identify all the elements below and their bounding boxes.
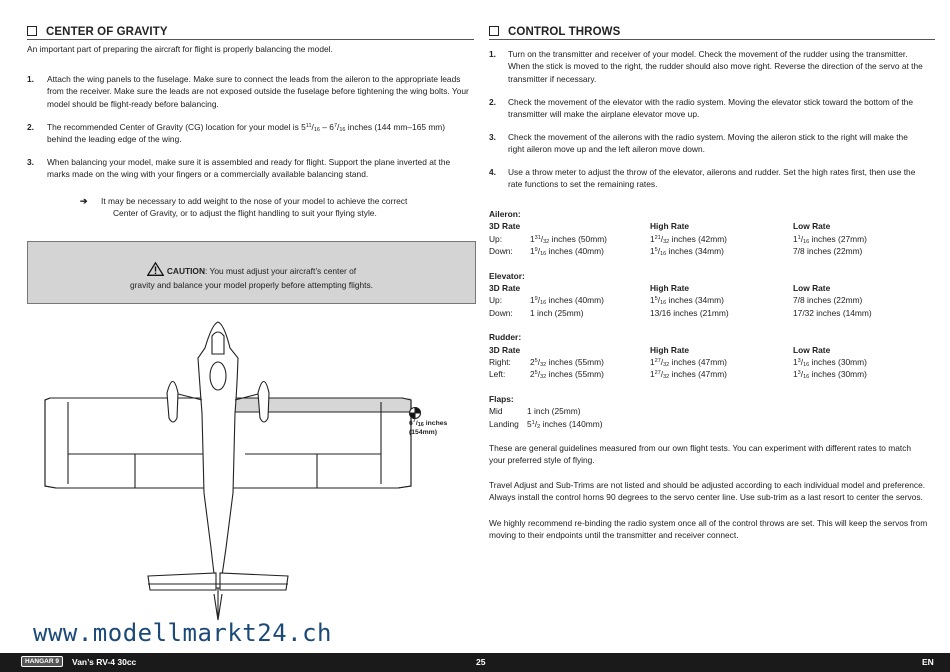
rate-header-row: 3D Rate High Rate Low Rate: [489, 221, 831, 232]
warning-triangle-icon: [147, 262, 164, 279]
throw-step-3: 3. Check the movement of the ailerons with the radio system. Moving the aileron stick to the right will make the right aileron move up and the left aileron move down.: [489, 132, 908, 155]
checkbox-icon: [489, 26, 499, 36]
throw-step-1: 1. Turn on the transmitter and receiver of your model. Check the movement of the rudder using the transmitter. When the stick is moved to the right, the rudder should also move right. Reverse the direction of the servo at the transmitter if necessary.: [489, 49, 923, 84]
model-name: Van’s RV-4 30cc: [72, 657, 137, 667]
throw-step-2: 2. Check the movement of the elevator with the radio system. Moving the elevator stick toward the bottom of the transmitter will make the airplane elevator move up.: [489, 97, 913, 120]
throw-step-4: 4. Use a throw meter to adjust the throw of the elevator, ailerons and rudder. Set the high rates first, then use the rate functions to set the remaining rates.: [489, 167, 916, 190]
elevator-down-row: Down: 1 inch (25mm) 13/16 inches (21mm) 17/32 inches (14mm): [489, 307, 872, 318]
travel-adjust-paragraph: Travel Adjust and Sub-Trims are not listed and should be adjusted according to each individual model and preference. Always install the control horns 90 degrees to the servo center line. Use sub-trim as a last resort to center the servos.: [489, 480, 926, 503]
flaps-landing-row: Landing $5^1/_2$ inches (140mm): [489, 418, 603, 430]
heading-rule: [489, 39, 935, 40]
weight-note: ➔ It may be necessary to add weight to the nose of your model to achieve the correct Center of Gravity, or to adjust the flight handling to suit your flying style.: [80, 196, 408, 219]
language-code: EN: [922, 657, 934, 667]
caution-box: CAUTION: You must adjust your aircraft’s center of gravity and balance your model properly before attempting flights.: [27, 241, 476, 304]
rate-header-row: 3D Rate High Rate Low Rate: [489, 282, 831, 293]
cg-location-line: The recommended Center of Gravity (CG) location for your model is $5^{11}/_{16} - 6^7/_{16}$ inches (144 mm–165 mm): [47, 122, 446, 133]
aileron-down-row: Down: $1^9/_{16}$ inches (40mm) $1^5/_{16}$ inches (34mm) 7/8 inches (22mm): [489, 246, 863, 258]
guidelines-paragraph: These are general guidelines measured from our own flight tests. You can experiment with different rates to match your preferred style of flying.: [489, 443, 912, 466]
center-of-gravity-heading: CENTER OF GRAVITY: [27, 26, 168, 38]
cg-step-3: 3. When balancing your model, make sure it is assembled and ready for flight. Support the plane inverted at the marks made on the wing with your fingers or a commercially available balancing stand.: [27, 157, 451, 180]
intro-text: An important part of preparing the aircraft for flight is properly balancing the model.: [27, 44, 333, 54]
watermark: www.modellmarkt24.ch: [33, 619, 332, 647]
cg-step-2: 2. The recommended Center of Gravity (CG) location for your model is $5^{11}/_{16} - 6^7/_{16}$ inches (144 mm–165 mm) behind the leading edge of the wing.: [27, 121, 477, 146]
elevator-up-row: Up: $1^9/_{16}$ inches (40mm) $1^5/_{16}$ inches (34mm) 7/8 inches (22mm): [489, 295, 863, 307]
aileron-section: Aileron: 3D Rate High Rate Low Rate Up: $1^{31}/_{32}$ inches (50mm) $1^{21}/_{32}$ inches (42mm) $1^1/_{16}$ inches (27mm) Down: $1^9/_{16}$ inches (40mm) $1^5/_{16}$ inches (34mm) 7/8 inches (22mm): [489, 208, 929, 258]
arrow-right-icon: ➔: [80, 196, 88, 206]
heading-rule: [27, 39, 474, 40]
page-number: 25: [476, 657, 486, 667]
flaps-mid-row: Mid 1 inch (25mm): [489, 406, 581, 417]
rudder-right-row: Right: $2^5/_{32}$ inches (55mm) $1^{27}/_{32}$ inches (47mm) $1^3/_{16}$ inches (30mm): [489, 356, 867, 368]
footer-bar: [0, 653, 950, 672]
aileron-up-row: Up: $1^{31}/_{32}$ inches (50mm) $1^{21}/_{32}$ inches (42mm) $1^1/_{16}$ inches (27mm): [489, 233, 867, 245]
rudder-left-row: Left: $2^5/_{32}$ inches (55mm) $1^{27}/_{32}$ inches (47mm) $1^3/_{16}$ inches (30mm): [489, 369, 867, 381]
control-throws-heading: CONTROL THROWS: [489, 26, 620, 38]
flaps-section: Flaps: Mid 1 inch (25mm) Landing $5^1/_2$ inches (140mm): [489, 393, 929, 430]
rudder-section: Rudder: 3D Rate High Rate Low Rate Right: $2^5/_{32}$ inches (55mm) $1^{27}/_{32}$ inches (47mm) $1^3/_{16}$ inches (30mm) Left: $2^5/_{32}$ inches (55mm) $1^{27}/_{32}$ inches (47mm) $1^3/_{16}$ inches (30mm): [489, 331, 929, 381]
elevator-section: Elevator: 3D Rate High Rate Low Rate Up: $1^9/_{16}$ inches (40mm) $1^5/_{16}$ inches (34mm) 7/8 inches (22mm) Down: 1 inch (25mm) 13/16 inches (21mm) 17/32 inches (14mm): [489, 270, 929, 320]
hangar9-logo: HANGAR 9: [21, 656, 63, 667]
cg-distance-label: $6^7/_{16}$ inches (154mm): [409, 418, 448, 436]
checkbox-icon: [27, 26, 37, 36]
control-throws-tables: [489, 208, 929, 430]
rate-header-row: 3D Rate High Rate Low Rate: [489, 344, 831, 355]
airplane-top-view-diagram: [40, 318, 470, 623]
rebind-paragraph: We highly recommend re-binding the radio system once all of the control throws are set. This will keep the servos from moving to their endpoints until the transmitter and receiver connect.: [489, 518, 928, 541]
cg-step-1: 1. Attach the wing panels to the fuselage. Make sure to connect the leads from the aileron to the appropriate leads from the receiver. Make sure the leads are not exposed outside the fuselage before tightening the wing bolts. Your model should be flight-ready before balancing.: [27, 74, 469, 109]
